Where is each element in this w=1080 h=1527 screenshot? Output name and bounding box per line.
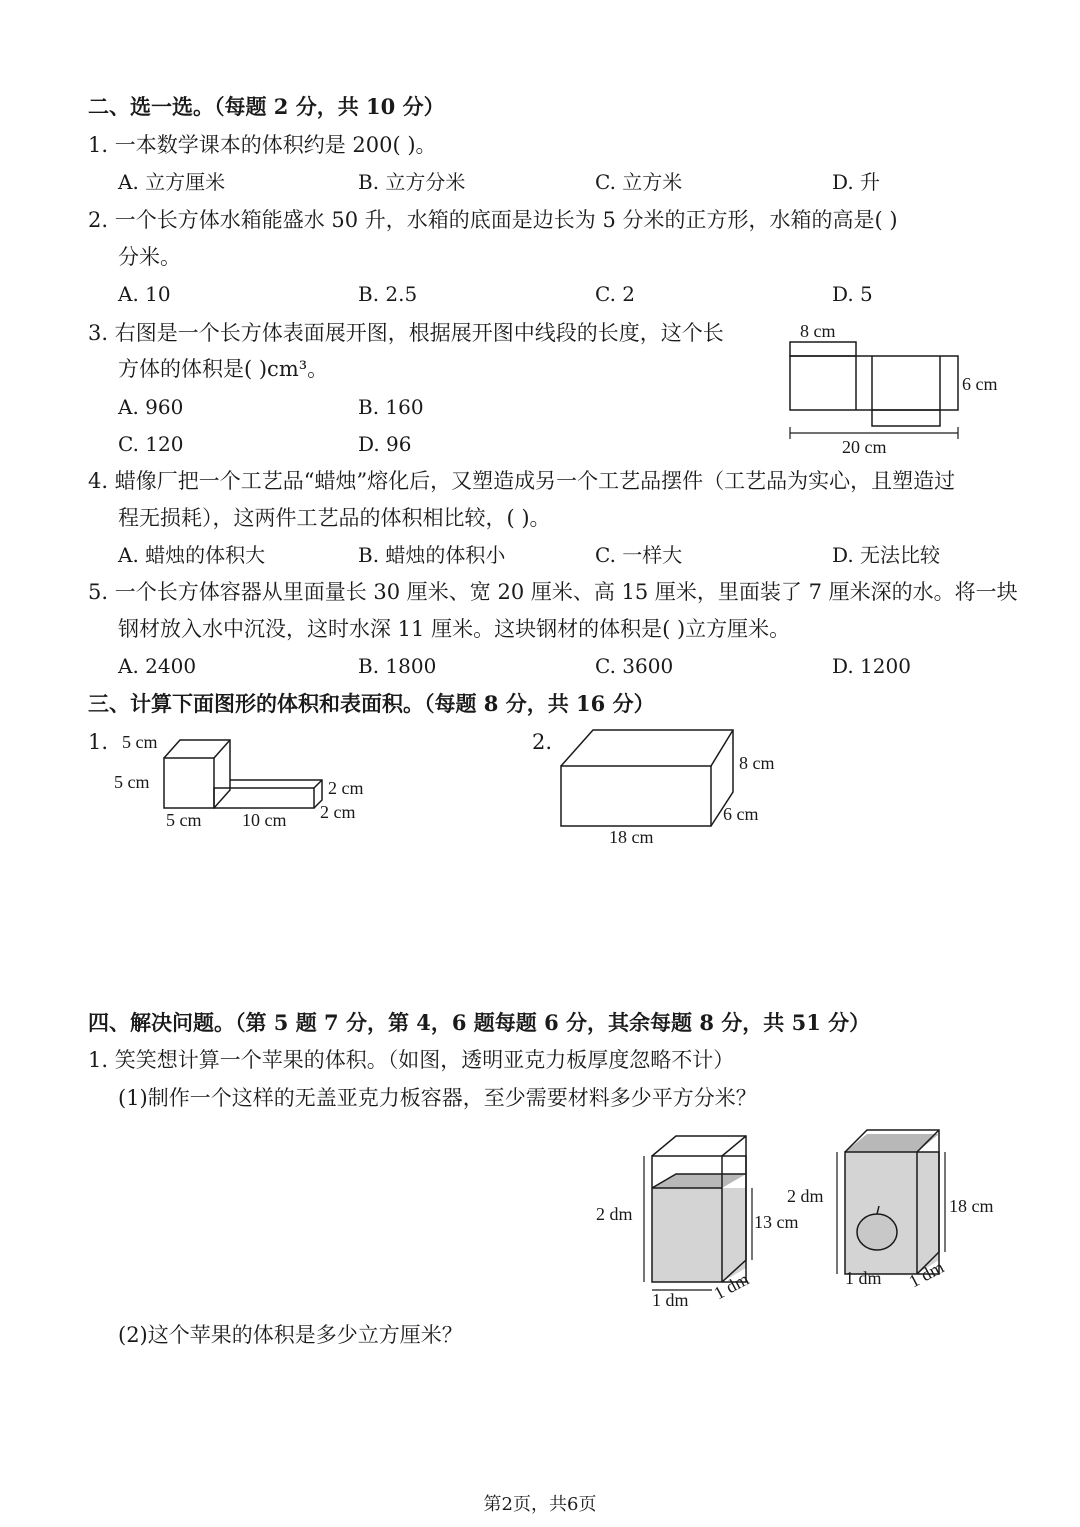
s4-q1-part1: (1)制作一个这样的无盖亚克力板容器，至少需要材料多少平方分米？ [118, 1086, 757, 1110]
right-base-label-2: 1 dm [905, 1256, 948, 1292]
section-4-title: 四、解决问题。（第 5 题 7 分，第 4，6 题每题 6 分，其余每题 8 分，共 51 分） [88, 1010, 871, 1035]
q5-option-c: C. 3600 [595, 654, 674, 678]
net-top-face [790, 342, 856, 356]
q2-option-a: A. 10 [118, 282, 171, 306]
fig1-label-right-upper: 2 cm [328, 778, 364, 798]
fig1-label-top: 5 cm [122, 732, 158, 752]
left-base-label-2: 1 dm [710, 1268, 753, 1304]
q1-option-a: A. 立方厘米 [118, 170, 226, 194]
q3-option-c: C. 120 [118, 432, 184, 456]
q4-stem-line2: 程无损耗），这两件工艺品的体积相比较，( )。 [118, 506, 551, 530]
q4-option-d: D. 无法比较 [832, 543, 941, 567]
page-footer: 第2页，共6页 [483, 1494, 597, 1515]
left-base-label-1: 1 dm [652, 1290, 689, 1310]
q5-option-a: A. 2400 [118, 654, 197, 678]
q2-option-b: B. 2.5 [358, 282, 418, 306]
q5-option-b: B. 1800 [358, 654, 437, 678]
q3-option-a: A. 960 [118, 395, 184, 419]
q3-stem-line2: 方体的体积是( )cm³。 [118, 357, 329, 381]
q1-option-c: C. 立方米 [595, 170, 683, 194]
fig2-cuboid [555, 724, 815, 854]
s4-q1-stem: 1. 笑笑想计算一个苹果的体积。（如图，透明亚克力板厚度忽略不计） [88, 1048, 735, 1072]
fig2-label-length: 18 cm [609, 827, 654, 847]
container-right-figure [785, 1120, 1025, 1300]
fig1-label-left: 5 cm [114, 772, 150, 792]
q5-option-d: D. 1200 [832, 654, 911, 678]
q3-stem-line1: 3. 右图是一个长方体表面展开图，根据展开图中线段的长度，这个长 [88, 321, 724, 345]
section-3-title: 三、计算下面图形的体积和表面积。（每题 8 分，共 16 分） [88, 691, 655, 716]
fig1-label-bottom-right: 10 cm [242, 810, 287, 830]
q3-option-b: B. 160 [358, 395, 424, 419]
net-middle-strip [790, 356, 958, 410]
net-bottom-label: 20 cm [842, 437, 887, 457]
fig1-composite-solid [110, 730, 390, 840]
q1-option-b: B. 立方分米 [358, 170, 466, 194]
cube-front-face [164, 758, 214, 808]
prism-top-side [230, 780, 322, 808]
fig1-label-right-lower: 2 cm [320, 802, 356, 822]
q3-net-figure [780, 318, 1020, 458]
fig1-number: 1. [88, 730, 109, 754]
container-left-figure [590, 1130, 799, 1310]
left-water-surface [652, 1174, 746, 1188]
right-water-fill [845, 1152, 939, 1274]
fig2-label-width: 6 cm [723, 804, 759, 824]
right-base-label-1: 1 dm [845, 1268, 882, 1288]
net-top-label: 8 cm [800, 321, 836, 341]
apple-shape [857, 1214, 897, 1250]
fig2-number: 2. [532, 730, 553, 754]
s4-q1-part2: (2)这个苹果的体积是多少立方厘米？ [118, 1323, 463, 1347]
q5-stem-line2: 钢材放入水中沉没，这时水深 11 厘米。这块钢材的体积是( )立方厘米。 [118, 617, 791, 641]
q4-stem-line1: 4. 蜡像厂把一个工艺品“蜡烛”熔化后，又塑造成另一个工艺品摆件（工艺品为实心，且塑造过 [88, 469, 956, 493]
right-water-surface [845, 1134, 939, 1152]
q2-stem-line1: 2. 一个长方体水箱能盛水 50 升，水箱的底面是边长为 5 分米的正方形，水箱的高是( ) [88, 208, 898, 232]
fig1-label-bottom-left: 5 cm [166, 810, 202, 830]
right-height-label: 2 dm [787, 1186, 824, 1206]
q5-stem-line1: 5. 一个长方体容器从里面量长 30 厘米、宽 20 厘米、高 15 厘米，里面装了 7 厘米深的水。将一块 [88, 580, 1018, 604]
left-water-fill [652, 1188, 746, 1282]
net-right-label: 6 cm [962, 374, 998, 394]
q1-option-d: D. 升 [832, 170, 881, 194]
q3-option-d: D. 96 [358, 432, 412, 456]
net-bottom-face [872, 410, 940, 426]
q4-option-b: B. 蜡烛的体积小 [358, 543, 506, 567]
q4-option-a: A. 蜡烛的体积大 [118, 543, 266, 567]
q4-option-c: C. 一样大 [595, 543, 683, 567]
left-height-label: 2 dm [596, 1204, 633, 1224]
cuboid-top-side [561, 730, 733, 826]
cuboid-front-face [561, 766, 711, 826]
fig2-label-height: 8 cm [739, 753, 775, 773]
q2-stem-line2: 分米。 [118, 245, 181, 269]
q1-stem: 1. 一本数学课本的体积约是 200( )。 [88, 133, 437, 157]
q2-option-d: D. 5 [832, 282, 873, 306]
left-water-label: 13 cm [754, 1212, 799, 1232]
right-water-label: 18 cm [949, 1196, 994, 1216]
q2-option-c: C. 2 [595, 282, 636, 306]
section-2-title: 二、选一选。（每题 2 分，共 10 分） [88, 94, 445, 119]
